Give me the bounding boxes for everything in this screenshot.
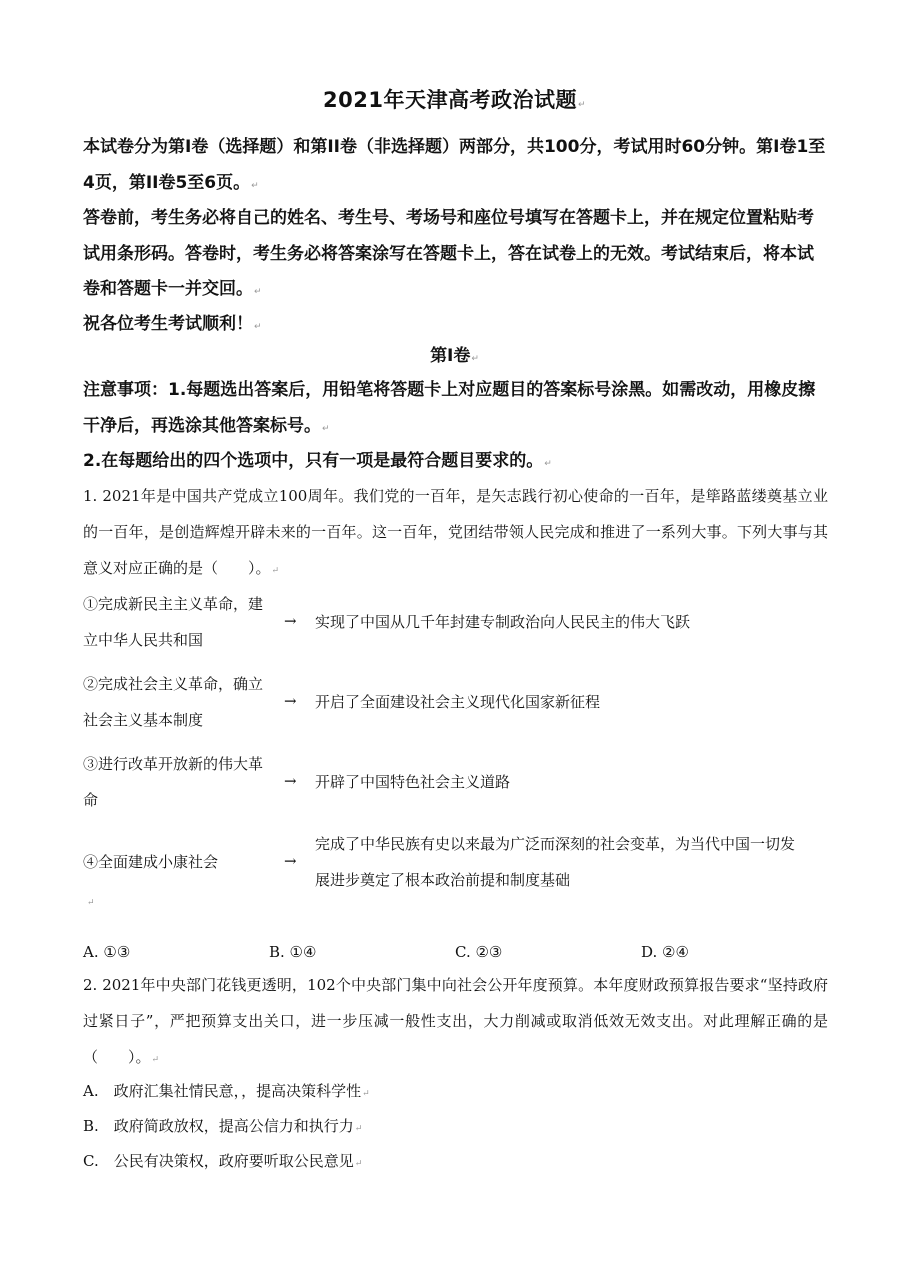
arrow-icon: → (284, 692, 297, 710)
event-cell: ③进行改革开放新的伟大革命 (83, 755, 264, 809)
option-b-text: B. 政府简政放权，提高公信力和执行力 (83, 1117, 354, 1135)
option-a[interactable]: A. 政府汇集社情民意，，提高决策科学性↵ (83, 1082, 370, 1100)
question-2-stem-text: 2. 2021年中央部门花钱更透明，102个中央部门集中向社会公开年度预算。本年度财政预算报告要求“坚持政府过紧日子”，严把预算支出关口，进一步压减一般性支出，大力削减或取消低效无效支出。对此理解正确的是（ ）。 (83, 976, 828, 1066)
instructions-text-3: 祝各位考生考试顺利！ (83, 314, 253, 334)
event-cell: ④全面建成小康社会 (83, 853, 219, 871)
arrow-icon: → (284, 852, 297, 870)
option-b[interactable]: B. ①④ (269, 943, 317, 961)
arrow-icon: → (284, 772, 297, 790)
instructions-paragraph-2: 答卷前，考生务必将自己的姓名、考生号、考场号和座位号填写在答题卡上，并在规定位置粘贴考试用条形码。答卷时，考生务必将答案涂写在答题卡上，答在试卷上的无效。考试结束后，将本试卷和答题卡一并交回。↵ (83, 208, 814, 299)
significance-cell: 开辟了中国特色社会主义道路 (315, 773, 511, 791)
option-c[interactable]: C. 公民有决策权，政府要听取公民意见↵ (83, 1152, 363, 1170)
notes-paragraph-2: 2.在每题给出的四个选项中，只有一项是最符合题目要求的。↵ (83, 451, 552, 471)
exam-title-text: 2021年天津高考政治试题 (323, 88, 577, 112)
significance-cell: 实现了中国从几千年封建专制政治向人民民主的伟大飞跃 (315, 613, 691, 631)
significance-cell: 完成了中华民族有史以来最为广泛而深刻的社会变革，为当代中国一切发展进步奠定了根本政治前提和制度基础 (315, 835, 796, 889)
paragraph-mark: ↵ (87, 898, 95, 908)
option-a[interactable]: A. ①③ (83, 943, 131, 961)
option-c-text: C. 公民有决策权，政府要听取公民意见 (83, 1152, 354, 1170)
exam-title: 2021年天津高考政治试题↵ (323, 88, 586, 112)
instructions-paragraph-3: 祝各位考生考试顺利！↵ (83, 314, 262, 334)
option-c[interactable]: C. ②③ (455, 943, 503, 961)
section-title-text: 第I卷 (430, 346, 471, 366)
option-b[interactable]: B. 政府简政放权，提高公信力和执行力↵ (83, 1117, 363, 1135)
significance-cell: 开启了全面建设社会主义现代化国家新征程 (315, 693, 601, 711)
arrow-icon: → (284, 612, 297, 630)
instructions-text-1: 本试卷分为第I卷（选择题）和第II卷（非选择题）两部分，共100分，考试用时60分钟。第I卷1至4页，第II卷5至6页。 (83, 137, 826, 193)
event-cell: ②完成社会主义革命，确立社会主义基本制度 (83, 675, 264, 729)
question-1-stem: 1. 2021年是中国共产党成立100周年。我们党的一百年，是矢志践行初心使命的一百年，是筚路蓝缕奠基立业的一百年，是创造辉煌开辟未来的一百年。这一百年，党团结带领人民完成和推进了一系列大事。下列大事与其意义对应正确的是（ ）。↵ (83, 487, 828, 577)
notes-paragraph-1: 注意事项：1.每题选出答案后，用铅笔将答题卡上对应题目的答案标号涂黑。如需改动，用橡皮擦干净后，再选涂其他答案标号。↵ (83, 380, 816, 436)
section-title: 第I卷↵ (430, 346, 479, 366)
event-cell: ①完成新民主主义革命，建立中华人民共和国 (83, 595, 264, 649)
instructions-paragraph-1: 本试卷分为第I卷（选择题）和第II卷（非选择题）两部分，共100分，考试用时60分钟。第I卷1至4页，第II卷5至6页。↵ (83, 137, 826, 193)
option-a-text: A. 政府汇集社情民意，，提高决策科学性 (83, 1082, 362, 1100)
option-d[interactable]: D. ②④ (641, 943, 689, 961)
instructions-text-2: 答卷前，考生务必将自己的姓名、考生号、考场号和座位号填写在答题卡上，并在规定位置粘贴考试用条形码。答卷时，考生务必将答案涂写在答题卡上，答在试卷上的无效。考试结束后，将本试卷和答题卡一并交回。 (83, 208, 814, 299)
question-2-stem: 2. 2021年中央部门花钱更透明，102个中央部门集中向社会公开年度预算。本年度财政预算报告要求“坚持政府过紧日子”，严把预算支出关口，进一步压减一般性支出，大力削减或取消低效无效支出。对此理解正确的是（ ）。↵ (83, 976, 828, 1066)
notes-text-2: 2.在每题给出的四个选项中，只有一项是最符合题目要求的。 (83, 451, 544, 471)
notes-text-1: 注意事项：1.每题选出答案后，用铅笔将答题卡上对应题目的答案标号涂黑。如需改动，用橡皮擦干净后，再选涂其他答案标号。 (83, 380, 816, 436)
question-1-stem-text: 1. 2021年是中国共产党成立100周年。我们党的一百年，是矢志践行初心使命的一百年，是筚路蓝缕奠基立业的一百年，是创造辉煌开辟未来的一百年。这一百年，党团结带领人民完成和推进了一系列大事。下列大事与其意义对应正确的是（ ）。 (83, 487, 828, 577)
